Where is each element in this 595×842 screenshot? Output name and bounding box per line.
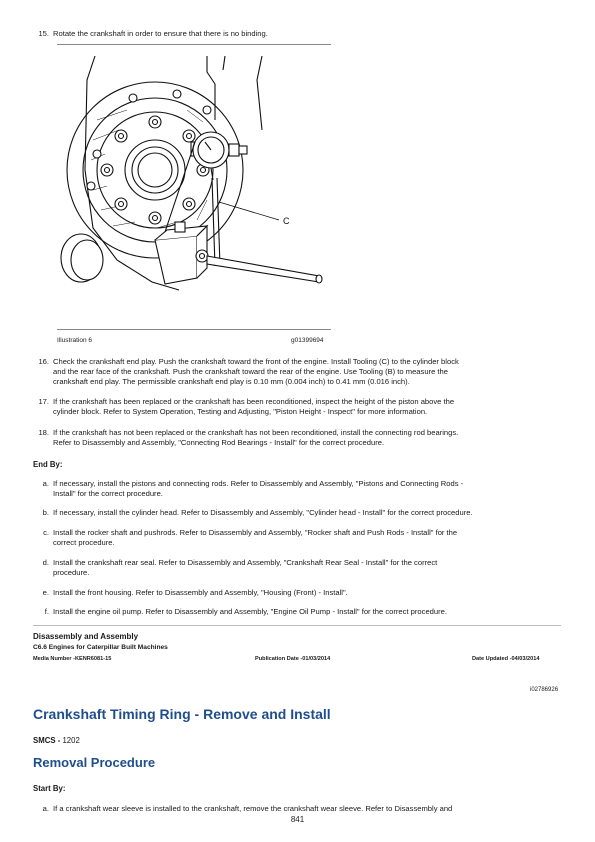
callout-c: C xyxy=(283,216,290,226)
item-letter: b. xyxy=(42,508,49,517)
end-by-item-f xyxy=(33,607,573,619)
page-number: 841 xyxy=(290,815,305,824)
illustration-id: g01399694 xyxy=(291,337,324,344)
end-by-item-c xyxy=(33,528,573,550)
crankshaft-end-play-illustration xyxy=(57,50,337,330)
date-updated: Date Updated -04/03/2014 xyxy=(472,656,540,662)
step-text: Rotate the crankshaft in order to ensure that there is no binding. xyxy=(53,29,268,38)
section-title: Crankshaft Timing Ring - Remove and Install xyxy=(33,706,331,722)
publication-date: Publication Date -01/03/2014 xyxy=(255,656,331,662)
section-divider xyxy=(33,625,561,626)
illustration-caption: Illustration 6 xyxy=(57,337,93,344)
smcs-value: 1202 xyxy=(62,736,80,745)
step-number: 17. xyxy=(38,397,49,406)
end-by-item-d xyxy=(33,558,573,580)
item-letter: a. xyxy=(42,479,49,488)
doc-title: Disassembly and Assembly xyxy=(33,632,139,641)
step-number: 18. xyxy=(38,428,49,437)
document-id: i02786926 xyxy=(530,687,559,693)
item-line: Install" for the correct procedure. xyxy=(53,489,163,498)
smcs-label: SMCS - xyxy=(33,736,61,745)
step-line: Check the crankshaft end play. Push the crankshaft toward the front of the engine. Install Tooling (C) to the cylinder block xyxy=(53,357,459,366)
doc-subtitle: C6.6 Engines for Caterpillar Built Machines xyxy=(33,644,168,651)
end-by-item-b xyxy=(33,508,573,520)
item-letter: f. xyxy=(44,607,49,616)
item-line: If necessary, install the cylinder head. Refer to Disassembly and Assembly, "Cylinder head - Install" for the correct procedure. xyxy=(53,508,473,517)
item-letter: a. xyxy=(42,804,49,813)
item-line: procedure. xyxy=(53,568,90,577)
end-by-heading: End By: xyxy=(33,460,63,469)
item-line: Install the engine oil pump. Refer to Disassembly and Assembly, "Engine Oil Pump - Install" for the correct procedure. xyxy=(53,607,447,616)
step-16 xyxy=(33,357,573,389)
end-by-item-e xyxy=(33,588,573,600)
end-by-item-a xyxy=(33,479,573,501)
item-line: Install the rocker shaft and pushrods. Refer to Disassembly and Assembly, "Rocker shaft and Push Rods - Install" for the xyxy=(53,528,458,537)
step-line: cylinder block. Refer to System Operation, Testing and Adjusting, "Piston Height - Inspect" for more information. xyxy=(53,407,428,416)
item-text: If a crankshaft wear sleeve is installed to the crankshaft, remove the crankshaft wear sleeve. Refer to Disassembly and xyxy=(53,804,453,813)
smcs-line xyxy=(33,736,80,745)
step-number: 15. xyxy=(38,29,49,38)
step-line: and the rear face of the crankshaft. Push the crankshaft toward the rear of the engine. Use Tooling (B) to measure the xyxy=(53,367,448,376)
step-line: crankshaft end play. The permissible crankshaft end play is 0.10 mm (0.004 inch) to 0.41 mm (0.016 inch). xyxy=(53,377,410,386)
illustration-bottom-rule xyxy=(57,329,331,330)
media-number: Media Number -KENR6081-15 xyxy=(33,656,112,662)
illustration-top-rule xyxy=(57,44,331,45)
item-line: Install the front housing. Refer to Disassembly and Assembly, "Housing (Front) - Install". xyxy=(53,588,348,597)
step-line: If the crankshaft has been replaced or the crankshaft has been reconditioned, inspect the height of the piston above the xyxy=(53,397,455,406)
item-letter: e. xyxy=(42,588,49,597)
item-letter: d. xyxy=(42,558,49,567)
step-18 xyxy=(33,428,573,450)
procedure-title: Removal Procedure xyxy=(33,755,156,770)
step-17 xyxy=(33,397,573,419)
step-line: If the crankshaft has not been replaced or the crankshaft has not been reconditioned, install the connecting rod bearings. xyxy=(53,428,459,437)
item-line: Install the crankshaft rear seal. Refer to Disassembly and Assembly, "Crankshaft Rear Seal - Install" for the correct xyxy=(53,558,438,567)
step-number: 16. xyxy=(38,357,49,366)
item-line: correct procedure. xyxy=(53,538,115,547)
step-line: Refer to Disassembly and Assembly, "Connecting Rod Bearings - Install" for the correct procedure. xyxy=(53,438,385,447)
item-line: If necessary, install the pistons and connecting rods. Refer to Disassembly and Assembly, "Pistons and Connecting Rods - xyxy=(53,479,464,488)
step-15 xyxy=(33,29,573,39)
item-letter: c. xyxy=(43,528,49,537)
start-by-heading: Start By: xyxy=(33,784,66,793)
